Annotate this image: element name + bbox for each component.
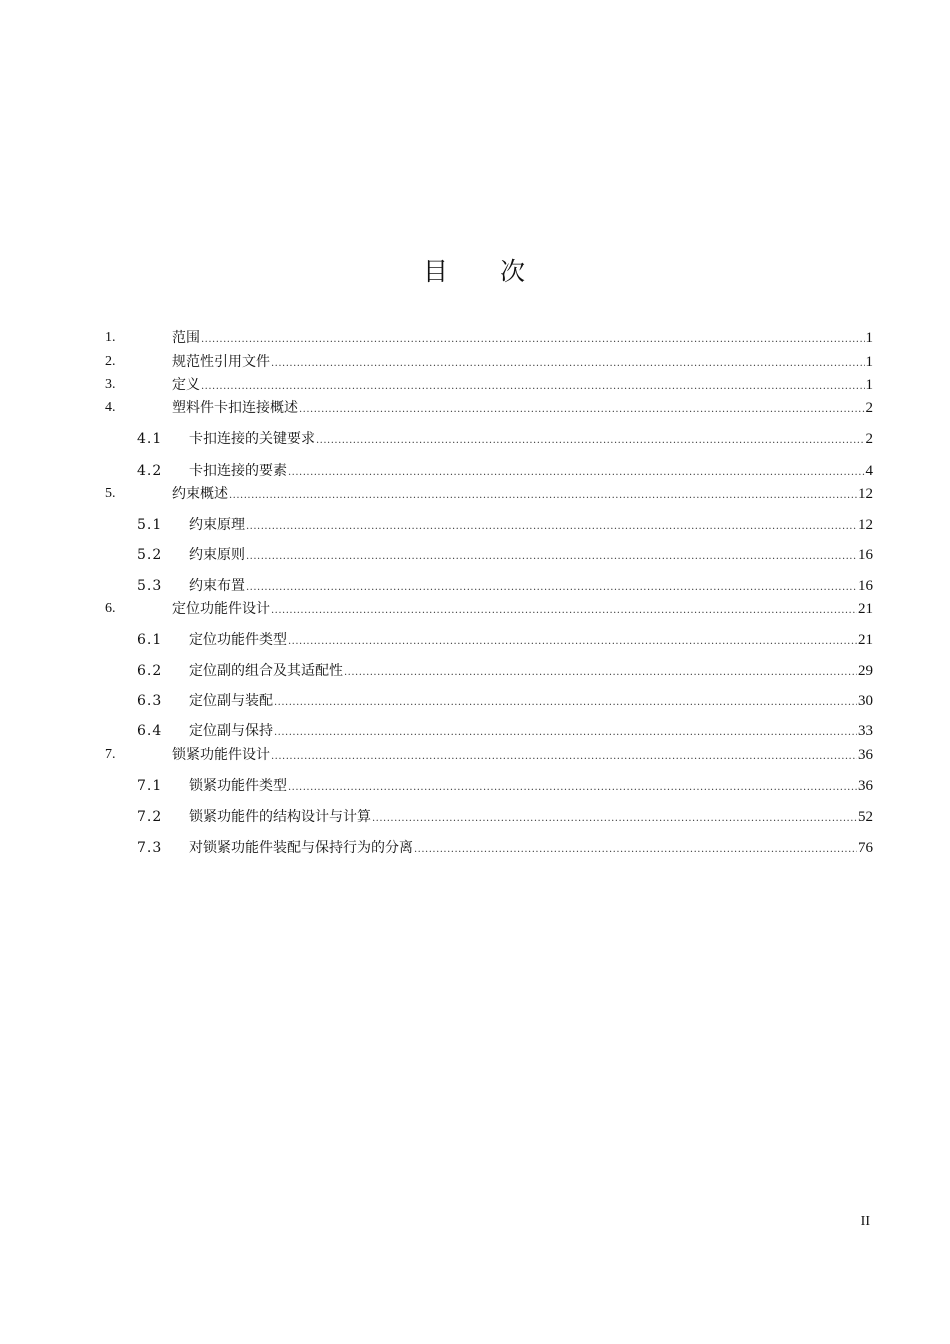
toc-dot-leader bbox=[246, 546, 857, 568]
toc-entry-title: 对锁紧功能件装配与保持行为的分离 bbox=[189, 840, 413, 856]
toc-entry-number: 3. bbox=[105, 377, 116, 392]
toc-entry-page: 16 bbox=[858, 547, 873, 563]
toc-entry[interactable] bbox=[0, 483, 950, 505]
toc-entry-title: 定位副与保持 bbox=[189, 723, 273, 739]
toc-entry-number: 4.1 bbox=[137, 431, 163, 447]
toc-entry-line bbox=[189, 629, 873, 653]
toc-entry-number: 7.1 bbox=[137, 778, 163, 794]
toc-entry-number: 2. bbox=[105, 354, 116, 369]
toc-entry-page: 12 bbox=[858, 486, 873, 502]
toc-entry-page: 52 bbox=[858, 809, 873, 825]
toc-dot-leader bbox=[201, 329, 865, 351]
toc-entry[interactable] bbox=[0, 351, 950, 373]
toc-entry[interactable] bbox=[0, 775, 950, 797]
toc-entry-number: 6. bbox=[105, 601, 116, 616]
toc-dot-leader bbox=[271, 746, 857, 768]
toc-entry-page: 29 bbox=[858, 663, 873, 679]
toc-entry[interactable] bbox=[0, 629, 950, 651]
toc-dot-leader bbox=[271, 353, 865, 375]
toc-entry-number: 6.2 bbox=[137, 663, 163, 679]
toc-entry-page: 2 bbox=[865, 431, 873, 447]
toc-entry-title: 定义 bbox=[172, 377, 200, 393]
toc-entry-line bbox=[189, 660, 873, 684]
toc-entry-title: 塑料件卡扣连接概述 bbox=[172, 400, 298, 416]
toc-dot-leader bbox=[414, 839, 857, 861]
toc-dot-leader bbox=[288, 631, 857, 653]
toc-entry-page: 4 bbox=[865, 463, 873, 479]
toc-entry-number: 4.2 bbox=[137, 463, 163, 479]
toc-entry-line bbox=[189, 514, 873, 538]
toc-entry[interactable] bbox=[0, 806, 950, 828]
toc-entry-line bbox=[189, 806, 873, 830]
toc-entry-number: 5. bbox=[105, 486, 116, 501]
toc-dot-leader bbox=[201, 376, 865, 398]
toc-entry-line bbox=[189, 720, 873, 744]
toc-entry-page: 1 bbox=[865, 330, 873, 346]
toc-entry-title: 约束概述 bbox=[172, 486, 228, 502]
toc-entry-page: 36 bbox=[858, 778, 873, 794]
toc-entry-number: 5.3 bbox=[137, 578, 163, 594]
toc-entry-page: 21 bbox=[858, 632, 873, 648]
toc-dot-leader bbox=[288, 777, 857, 799]
toc-entry-line bbox=[189, 690, 873, 714]
toc-dot-leader bbox=[316, 430, 865, 452]
toc-entry[interactable] bbox=[0, 397, 950, 419]
toc-entry-number: 5.2 bbox=[137, 547, 163, 563]
toc-entry-page: 33 bbox=[858, 723, 873, 739]
toc-entry-title: 定位副与装配 bbox=[189, 693, 273, 709]
toc-entry-title: 卡扣连接的关键要求 bbox=[189, 431, 315, 447]
toc-entry-line bbox=[189, 775, 873, 799]
toc-dot-leader bbox=[229, 485, 857, 507]
toc-entry-page: 16 bbox=[858, 578, 873, 594]
toc-entry-line bbox=[172, 351, 873, 375]
toc-dot-leader bbox=[271, 600, 857, 622]
toc-entry-page: 2 bbox=[865, 400, 873, 416]
toc-entry-title: 锁紧功能件的结构设计与计算 bbox=[189, 809, 371, 825]
toc-entry[interactable] bbox=[0, 660, 950, 682]
toc-entry[interactable] bbox=[0, 544, 950, 566]
toc-entry-page: 36 bbox=[858, 747, 873, 763]
toc-entry[interactable] bbox=[0, 575, 950, 597]
toc-dot-leader bbox=[246, 516, 857, 538]
toc-entry-title: 规范性引用文件 bbox=[172, 354, 270, 370]
toc-entry-page: 1 bbox=[865, 354, 873, 370]
toc-entry[interactable] bbox=[0, 837, 950, 859]
toc-entry[interactable] bbox=[0, 514, 950, 536]
toc-entry-title: 锁紧功能件设计 bbox=[172, 747, 270, 763]
toc-entry-number: 6.3 bbox=[137, 693, 163, 709]
page-title: 目 次 bbox=[423, 257, 527, 286]
toc-entry-line bbox=[172, 744, 873, 768]
toc-entry-line bbox=[172, 397, 873, 421]
toc-entry[interactable] bbox=[0, 428, 950, 450]
toc-dot-leader bbox=[274, 722, 857, 744]
toc-dot-leader bbox=[246, 577, 857, 599]
toc-entry-line bbox=[189, 544, 873, 568]
toc-entry-title: 锁紧功能件类型 bbox=[189, 778, 287, 794]
toc-entry-line bbox=[172, 374, 873, 398]
toc-dot-leader bbox=[288, 462, 865, 484]
toc-entry-title: 约束原理 bbox=[189, 517, 245, 533]
toc-entry[interactable] bbox=[0, 720, 950, 742]
toc-entry-line bbox=[189, 428, 873, 452]
toc-entry[interactable] bbox=[0, 690, 950, 712]
toc-entry-title: 定位功能件设计 bbox=[172, 601, 270, 617]
toc-dot-leader bbox=[344, 662, 857, 684]
toc-entry-page: 1 bbox=[865, 377, 873, 393]
toc-entry-number: 5.1 bbox=[137, 517, 163, 533]
toc-entry-page: 12 bbox=[858, 517, 873, 533]
toc-entry-title: 约束布置 bbox=[189, 578, 245, 594]
toc-entry-number: 6.1 bbox=[137, 632, 163, 648]
toc-entry-page: 76 bbox=[858, 840, 873, 856]
toc-entry-title: 范围 bbox=[172, 330, 200, 346]
toc-entry-line bbox=[189, 460, 873, 484]
toc-entry-number: 7. bbox=[105, 747, 116, 762]
toc-entry-line bbox=[189, 837, 873, 861]
toc-entry-number: 6.4 bbox=[137, 723, 163, 739]
toc-entry-page: 30 bbox=[858, 693, 873, 709]
toc-entry-title: 定位功能件类型 bbox=[189, 632, 287, 648]
toc-entry-line bbox=[172, 483, 873, 507]
toc-entry-title: 定位副的组合及其适配性 bbox=[189, 663, 343, 679]
toc-entry-line bbox=[172, 598, 873, 622]
toc-entry[interactable] bbox=[0, 744, 950, 766]
page-number: II bbox=[860, 1214, 870, 1229]
toc-dot-leader bbox=[274, 692, 857, 714]
toc-entry-title: 卡扣连接的要素 bbox=[189, 463, 287, 479]
toc-entry-number: 4. bbox=[105, 400, 116, 415]
toc-entry-number: 7.3 bbox=[137, 840, 163, 856]
toc-entry[interactable] bbox=[0, 327, 950, 349]
toc-dot-leader bbox=[299, 399, 865, 421]
toc-entry[interactable] bbox=[0, 460, 950, 482]
toc-entry[interactable] bbox=[0, 374, 950, 396]
toc-dot-leader bbox=[372, 808, 857, 830]
toc-entry-number: 7.2 bbox=[137, 809, 163, 825]
toc-entry-line bbox=[172, 327, 873, 351]
toc-entry-number: 1. bbox=[105, 330, 116, 345]
toc-entry-title: 约束原则 bbox=[189, 547, 245, 563]
toc-entry-page: 21 bbox=[858, 601, 873, 617]
toc-entry-line bbox=[189, 575, 873, 599]
toc-entry[interactable] bbox=[0, 598, 950, 620]
